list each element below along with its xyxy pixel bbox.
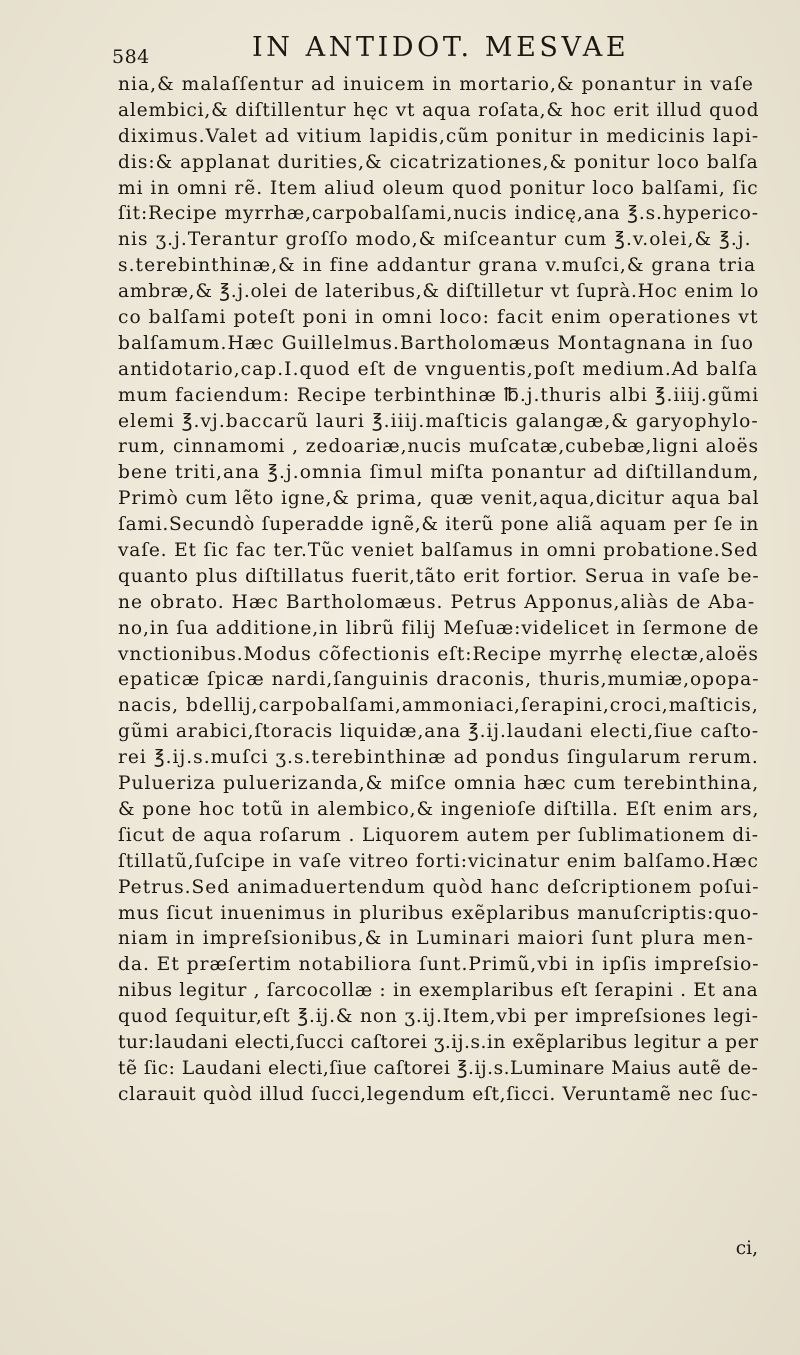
text-line: bene triti,ana ℥.j.omnia ſimul miſta ponantur ad diſtillandum, — [118, 462, 760, 484]
text-line: & pone hoc totũ in alembico,& ingenioſe diſtilla. Eſt enim ars, — [118, 798, 760, 820]
text-line: ſicut de aqua roſarum . Liquorem autem per ſublimationem di- — [118, 824, 759, 846]
text-line: Pulueriza puluerizanda,& miſce omnia hæc cum terebinthina, — [118, 773, 760, 795]
text-line: s.terebinthinæ,& in fine addantur grana v.muſci,& grana tria — [118, 255, 757, 277]
text-line: tur:laudani electi,ſucci caſtorei ʒ.ij.s.in exẽplaribus legitur a per — [118, 1031, 759, 1053]
text-line: dis:& applanat durities,& cicatrizationes,& ponitur loco balſa — [118, 151, 759, 173]
page-header — [112, 30, 752, 74]
text-line: ſtillatũ,ſuſcipe in vaſe vitreo forti:vicinatur enim balſamo.Hæc — [118, 850, 759, 872]
text-line: mum faciendum: Recipe terbinthinæ ℔.j.thuris albi ℥.iiij.gũmi — [118, 384, 760, 406]
running-head: IN ANTIDOT. MESVAE — [252, 32, 630, 63]
text-line: ne obrato. Hæc Bartholomæus. Petrus Apponus,aliàs de Aba- — [118, 591, 756, 613]
text-line: rum, cinnamomi , zedoariæ,nucis muſcatæ,cubebæ,ligni aloës — [118, 436, 760, 458]
text-line: quanto plus diſtillatus fuerit,tãto erit fortior. Serua in vaſe be- — [118, 565, 760, 587]
text-line: ambræ,& ℥.j.olei de lateribus,& diſtilletur vt ſuprà.Hoc enim lo — [118, 281, 760, 303]
text-line: quod ſequitur,eſt ℥.ij.& non ʒ.ij.Item,vbi per impreſsiones legi- — [118, 1006, 759, 1028]
text-line: gũmi arabici,ſtoracis liquidæ,ana ℥.ij.laudani electi,ſiue caſto- — [118, 721, 760, 743]
text-line: balſamum.Hæc Guillelmus.Bartholomæus Montagnana in ſuo — [118, 332, 754, 354]
text-line: co balſami poteſt poni in omni loco: facit enim operationes vt — [118, 307, 759, 329]
text-line: mi in omni rẽ. Item aliud oleum quod ponitur loco balſami, ſic — [118, 177, 759, 199]
text-line: ſit:Recipe myrrhæ,carpobalſami,nucis indicę,ana ℥.s.hyperico- — [118, 203, 759, 225]
text-line: Primò cum lẽto igne,& prima, quæ venit,aqua,dicitur aqua bal — [118, 488, 760, 510]
text-line: Petrus.Sed animaduertendum quòd hanc deſcriptionem poſui- — [118, 876, 760, 898]
text-line: diximus.Valet ad vitium lapidis,cũm ponitur in medicinis lapi- — [118, 125, 760, 147]
text-line: tẽ ſic: Laudani electi,ſiue caſtorei ℥.ij.s.Luminare Maius autẽ de- — [118, 1057, 759, 1079]
text-line: nibus legitur , ſarcocollæ : in exemplaribus eſt ſerapini . Et ana — [118, 980, 759, 1002]
text-line: nia,& malaſſentur ad inuicem in mortario,& ponantur in vaſe — [118, 74, 754, 95]
text-line: clarauit quòd illud ſucci,legendum eſt,ſicci. Veruntamẽ nec ſuc- — [118, 1083, 759, 1105]
text-line: niam in impreſsionibus,& in Luminari maiori ſunt plura men- — [118, 928, 754, 950]
text-line: epaticæ ſpicæ nardi,ſanguinis draconis, thuris,mumiæ,opopa- — [118, 669, 760, 691]
text-line: vnctionibus.Modus cõfectionis eſt:Recipe myrrhę electæ,aloës — [118, 643, 759, 665]
text-line: nacis, bdellij,carpobalſami,ammoniaci,ſerapini,croci,maſticis, — [118, 695, 759, 717]
text-line: rei ℥.ij.s.muſci ʒ.s.terebinthinæ ad pondus ſingularum rerum. — [118, 747, 759, 769]
page-number: 584 — [112, 46, 150, 68]
text-line: vaſe. Et ſic fac ter.Tũc veniet balſamus in omni probatione.Sed — [118, 540, 759, 562]
text-line: no,in ſua additione,in librũ filij Meſuæ:videlicet in ſermone de — [118, 617, 760, 639]
text-line: nis ʒ.j.Terantur groſſo modo,& miſceantur cum ℥.v.olei,& ℥.j. — [118, 229, 752, 251]
body-text — [118, 72, 758, 1108]
text-line: antidotario,cap.I.quod eſt de vnguentis,poſt medium.Ad balſa — [118, 358, 759, 380]
text-line: elemi ℥.vj.baccarũ lauri ℥.iiij.maſticis galangæ,& garyophylo- — [118, 410, 759, 432]
text-line: alembici,& diſtillentur hęc vt aqua roſata,& hoc erit illud quod — [118, 99, 760, 121]
text-line: da. Et præſertim notabiliora ſunt.Primũ,vbi in ipſis impreſsio- — [118, 954, 760, 976]
text-line: mus ſicut inuenimus in pluribus exẽplaribus manuſcriptis:quo- — [118, 902, 760, 924]
text-line: ſami.Secundò ſuperadde ignẽ,& iterũ pone aliã aquam per ſe in — [118, 514, 760, 536]
catchword-row — [118, 1236, 758, 1262]
catchword: ci, — [735, 1238, 758, 1259]
